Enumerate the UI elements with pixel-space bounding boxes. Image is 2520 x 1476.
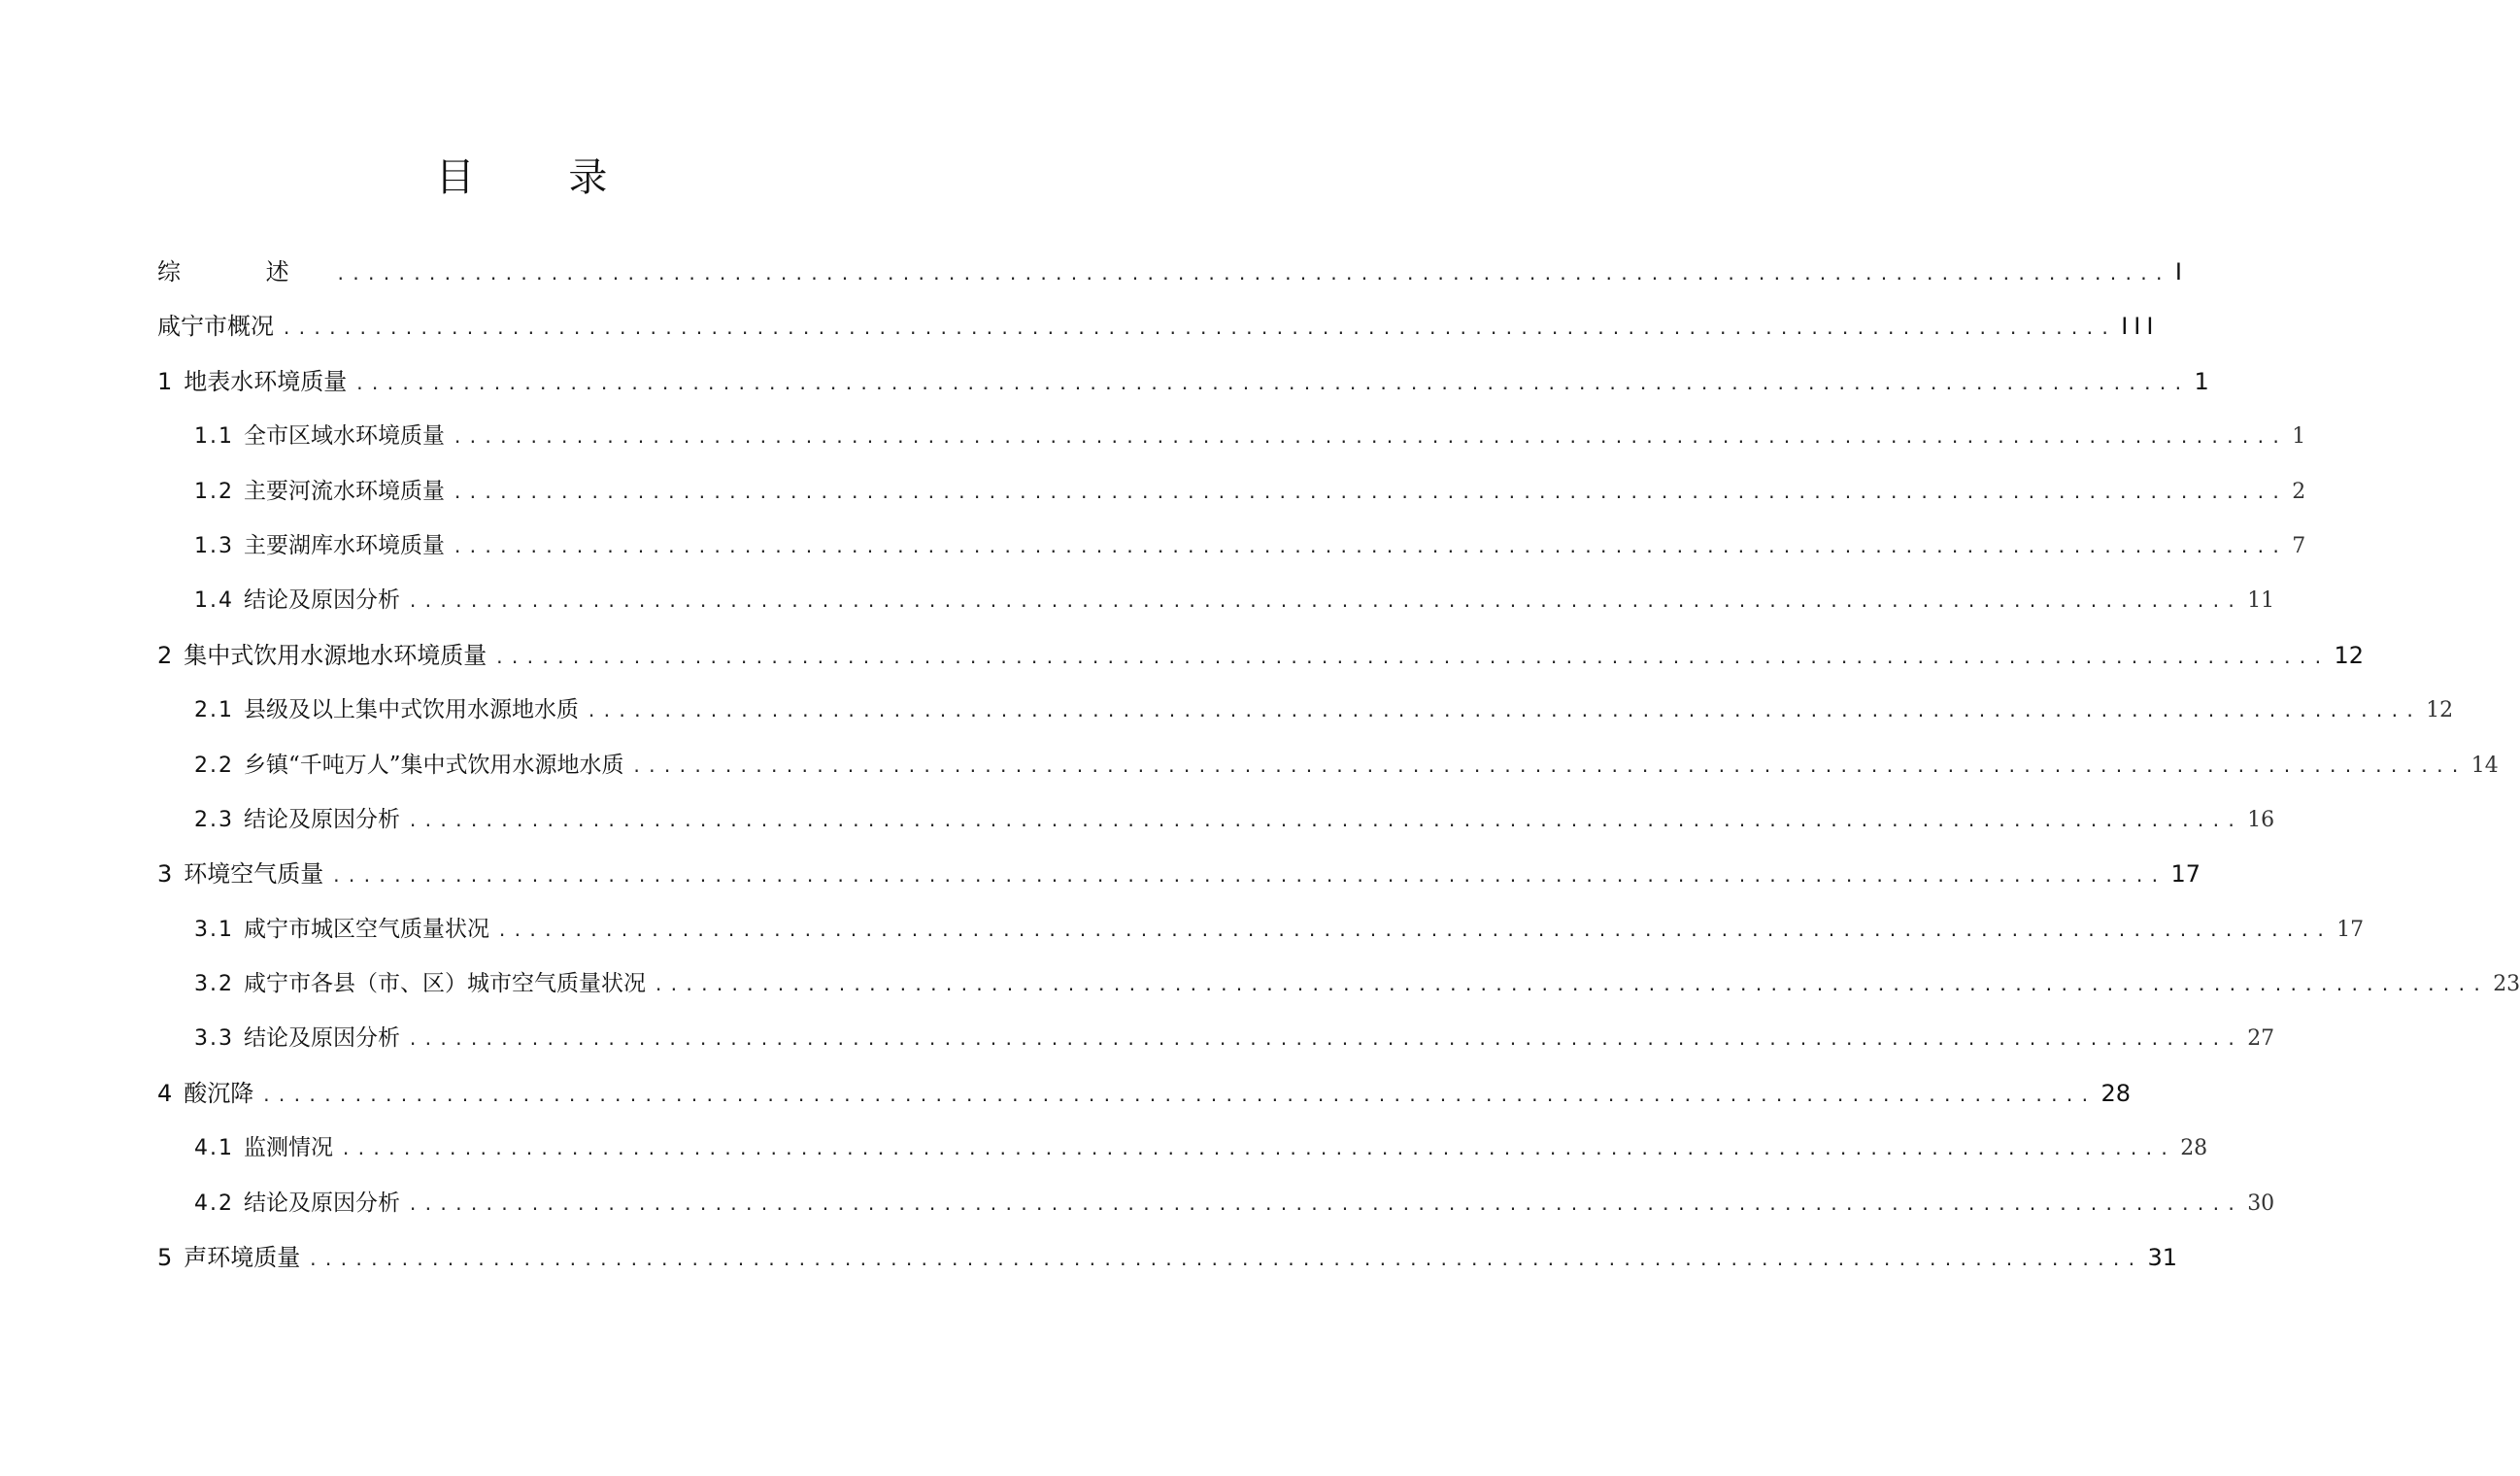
toc-entry[interactable] xyxy=(157,847,2201,901)
dot-leader: ........................................................................................................................ xyxy=(331,867,2166,888)
dot-leader: ........................................................................................................................ xyxy=(494,648,2329,668)
table-of-contents xyxy=(157,245,2520,1285)
toc-entry-label: 结论及原因分析 xyxy=(244,806,400,832)
toc-entry-label: 声环境质量 xyxy=(184,1244,301,1272)
toc-entry-label: 乡镇“千吨万人”集中式饮用水源地水质 xyxy=(244,752,624,778)
toc-entry[interactable] xyxy=(157,1121,2208,1175)
dot-leader: ........................................................................................................................ xyxy=(497,921,2332,941)
dot-leader: ........................................................................................................................ xyxy=(408,1194,2242,1215)
toc-entry-page: 1 xyxy=(2194,367,2209,395)
toc-entry-label: 环境空气质量 xyxy=(184,860,324,889)
dot-leader: ........................................................................................................................ xyxy=(587,702,2421,722)
toc-entry-number: 4.2 xyxy=(194,1191,234,1216)
toc-entry[interactable] xyxy=(157,409,2306,463)
toc-entry-page: III xyxy=(2121,313,2160,341)
toc-entry-number: 4 xyxy=(157,1079,173,1107)
page-title: 目 录 xyxy=(435,155,649,200)
toc-entry-label: 全市区域水环境质量 xyxy=(244,423,445,450)
toc-entry-page: 27 xyxy=(2247,1026,2275,1052)
toc-entry-page: 28 xyxy=(2180,1136,2208,1161)
toc-entry[interactable] xyxy=(157,1011,2275,1065)
toc-entry-label: 主要湖库水环境质量 xyxy=(244,532,445,558)
toc-entry-label: 地表水环境质量 xyxy=(184,367,348,395)
toc-entry-number: 1.1 xyxy=(194,424,234,450)
toc-entry[interactable] xyxy=(157,573,2275,627)
toc-entry-label: 结论及原因分析 xyxy=(244,587,400,614)
dot-leader: ........................................................................................................................ xyxy=(282,319,2116,340)
dot-leader: ........................................................................................................................ xyxy=(341,1140,2175,1160)
dot-leader: ........................................................................................................................ xyxy=(408,1030,2242,1051)
toc-entry-label: 咸宁市城区空气质量状况 xyxy=(244,916,489,942)
toc-entry[interactable] xyxy=(157,354,2209,409)
toc-entry-number: 1.4 xyxy=(194,588,234,614)
toc-entry-label: 咸宁市概况 xyxy=(157,313,274,341)
dot-leader: ........................................................................................................................ xyxy=(453,537,2287,557)
toc-entry[interactable] xyxy=(157,956,2520,1011)
toc-entry[interactable] xyxy=(157,738,2499,792)
toc-entry-number: 2.1 xyxy=(194,698,234,723)
toc-entry-page: 16 xyxy=(2247,807,2275,832)
toc-entry[interactable] xyxy=(157,683,2454,737)
toc-entry-label: 县级及以上集中式饮用水源地水质 xyxy=(244,697,579,723)
toc-entry-number: 1.3 xyxy=(194,533,234,558)
dot-leader: ........................................................................................................................ xyxy=(408,592,2242,613)
toc-entry-number: 1.2 xyxy=(194,479,234,504)
toc-entry[interactable] xyxy=(157,519,2306,573)
toc-entry[interactable] xyxy=(157,792,2275,847)
toc-entry-page: 7 xyxy=(2292,533,2306,558)
toc-entry-page: I xyxy=(2174,258,2188,285)
dot-leader: ........................................................................................................................ xyxy=(261,1086,2096,1106)
dot-leader: ........................................................................................................................ xyxy=(408,811,2242,831)
toc-entry-label: 集中式饮用水源地水环境质量 xyxy=(184,641,487,669)
toc-entry[interactable] xyxy=(157,1230,2178,1285)
toc-entry-label: 主要河流水环境质量 xyxy=(244,478,445,504)
toc-entry-number: 3.1 xyxy=(194,917,234,942)
toc-entry[interactable] xyxy=(157,464,2306,519)
toc-entry[interactable] xyxy=(157,628,2365,683)
toc-entry-page: 1 xyxy=(2292,424,2306,450)
toc-entry-label: 咸宁市各县（市、区）城市空气质量状况 xyxy=(244,971,646,997)
toc-entry[interactable] xyxy=(157,902,2365,956)
toc-entry-page: 11 xyxy=(2247,588,2275,614)
toc-entry-page: 31 xyxy=(2147,1244,2178,1272)
dot-leader: ........................................................................................................................ xyxy=(335,265,2169,285)
toc-entry-label: 监测情况 xyxy=(244,1135,333,1161)
dot-leader: ........................................................................................................................ xyxy=(453,483,2287,503)
toc-entry-page: 17 xyxy=(2336,917,2365,942)
toc-entry-page: 30 xyxy=(2247,1191,2275,1216)
toc-entry[interactable] xyxy=(157,1176,2275,1230)
toc-entry-number: 2.2 xyxy=(194,753,234,778)
toc-entry-number: 2 xyxy=(157,641,173,669)
toc-entry-number: 3.3 xyxy=(194,1026,234,1052)
dot-leader: ........................................................................................................................ xyxy=(354,374,2189,394)
toc-entry-number: 1 xyxy=(157,367,173,395)
toc-entry-label: 结论及原因分析 xyxy=(244,1025,400,1052)
dot-leader: ........................................................................................................................ xyxy=(654,976,2488,996)
toc-entry[interactable] xyxy=(157,1066,2132,1121)
toc-entry[interactable] xyxy=(157,299,2160,353)
toc-entry-page: 2 xyxy=(2292,479,2306,504)
toc-entry-page: 28 xyxy=(2100,1079,2132,1107)
toc-entry[interactable] xyxy=(157,245,2188,299)
toc-entry-label: 结论及原因分析 xyxy=(244,1190,400,1216)
dot-leader: ........................................................................................................................ xyxy=(308,1251,2142,1271)
toc-entry-page: 14 xyxy=(2470,753,2499,778)
toc-entry-label: 综 述 xyxy=(157,258,328,285)
dot-leader: ........................................................................................................................ xyxy=(453,428,2287,449)
toc-entry-number: 2.3 xyxy=(194,807,234,832)
toc-entry-number: 3 xyxy=(157,860,173,889)
toc-entry-number: 5 xyxy=(157,1244,173,1272)
dot-leader: ........................................................................................................................ xyxy=(631,756,2466,777)
toc-entry-page: 12 xyxy=(2426,698,2454,723)
toc-entry-number: 4.1 xyxy=(194,1136,234,1161)
toc-entry-page: 12 xyxy=(2334,641,2365,669)
toc-entry-page: 23 xyxy=(2493,972,2520,997)
toc-entry-label: 酸沉降 xyxy=(184,1079,254,1107)
toc-entry-number: 3.2 xyxy=(194,972,234,997)
toc-entry-page: 17 xyxy=(2170,860,2201,889)
